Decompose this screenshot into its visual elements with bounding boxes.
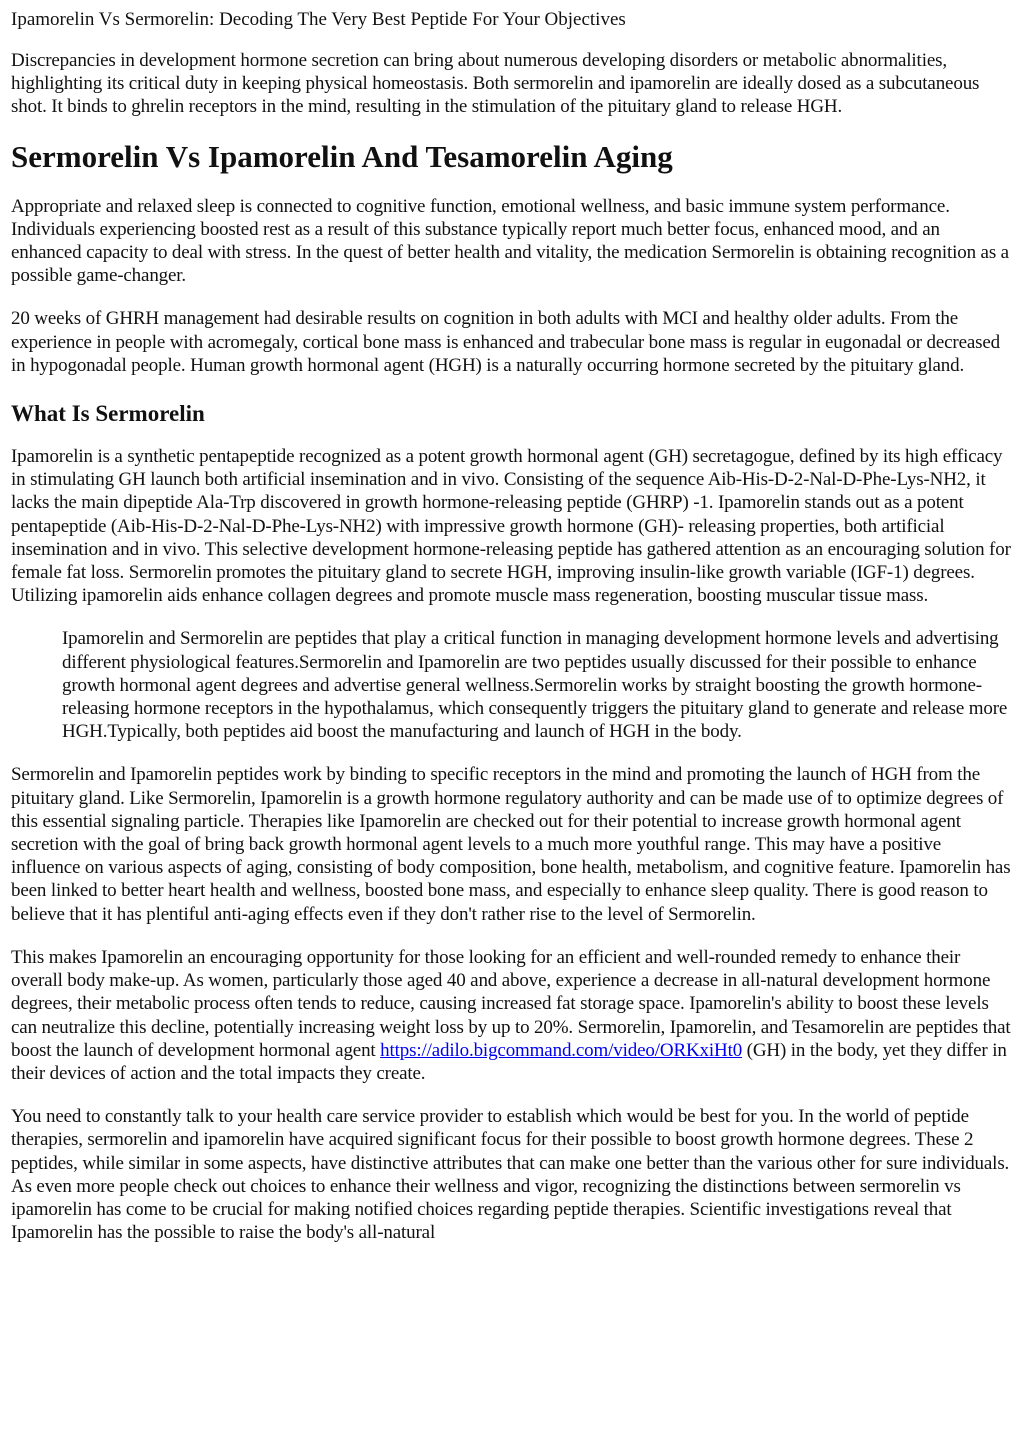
paragraph-sleep: Appropriate and relaxed sleep is connected to cognitive function, emotional wellness, and basic immune system performance. Individuals experiencing boosted rest as a result of this substance typically report much better focus, enhanced mood, and an enhanced capacity to deal with stress. In the quest of better health and vitality, the medication Sermorelin is obtaining recognition as a possible game-changer. (11, 195, 1009, 287)
blockquote-peptides: Ipamorelin and Sermorelin are peptides that play a critical function in managing development hormone levels and advertising different physiological features.Sermorelin and Ipamorelin are two peptides usually discussed for their possible to enhance growth hormonal agent degrees and advertise general wellness.Sermorelin works by straight boosting the growth hormone-releasing hormone receptors in the hypothalamus, which consequently triggers the pituitary gland to generate and release more HGH.Typically, both peptides aid boost the manufacturing and launch of HGH in the body. (62, 628, 1008, 743)
paragraph-health-provider: You need to constantly talk to your health care service provider to establish which would be best for you. In the world of peptide therapies, sermorelin and ipamorelin have acquired significant focus for their possible to boost growth hormone degrees. These 2 peptides, while similar in some aspects, have distinctive attributes that can make one better than the various other for sure individuals. As even more people check out choices to enhance their wellness and vigor, recognizing the distinctions between sermorelin vs ipamorelin has come to be crucial for making notified choices regarding peptide therapies. Scientific investigations reveal that Ipamorelin has the possible to raise the body's all-natural (11, 1106, 1010, 1244)
paragraph-text-after-link: (GH) in the body, yet they differ in their devices of action and the total impacts they create. (11, 1039, 1007, 1084)
section-heading-aging: Sermorelin Vs Ipamorelin And Tesamorelin Aging (11, 138, 673, 174)
paragraph-mechanism: Sermorelin and Ipamorelin peptides work by binding to specific receptors in the mind and promoting the launch of HGH from the pituitary gland. Like Sermorelin, Ipamorelin is a growth hormone regulatory authority and can be made use of to optimize degrees of this essential signaling particle. Therapies like Ipamorelin are checked out for their potential to increase growth hormonal agent secretion with the goal of bring back growth hormonal agent levels to a much more youthful range. This may have a positive influence on various aspects of aging, consisting of body composition, bone health, metabolism, and cognitive feature. Ipamorelin has been linked to better heart health and wellness, boosted bone mass, and especially to enhance sleep quality. There is good reason to believe that it has plentiful anti-aging effects even if they don't rather rise to the level of Sermorelin. (11, 764, 1011, 925)
video-link[interactable]: https://adilo.bigcommand.com/video/ORKxiHt0 (380, 1039, 743, 1061)
paragraph-ipamorelin-definition: Ipamorelin is a synthetic pentapeptide recognized as a potent growth hormonal agent (GH) secretagogue, defined by its high efficacy in stimulating GH launch both artificial insemination and in vivo. Consisting of the sequence Aib-His-D-2-Nal-D-Phe-Lys-NH2, it lacks the main dipeptide Ala-Trp discovered in growth hormone-releasing peptide (GHRP) -1. Ipamorelin stands out as a potent pentapeptide (Aib-His-D-2-Nal-D-Phe-Lys-NH2) with impressive growth hormone (GH)- releasing properties, both artificial insemination and in vivo. This selective development hormone-releasing peptide has gathered attention as an encouraging solution for female fat loss. Sermorelin promotes the pituitary gland to secrete HGH, improving insulin-like growth variable (IGF-1) degrees. Utilizing ipamorelin aids enhance collagen degrees and promote muscle mass regeneration, boosting muscular tissue mass. (11, 446, 1011, 607)
section-heading-what-is-sermorelin: What Is Sermorelin (11, 401, 205, 427)
intro-paragraph: Discrepancies in development hormone secretion can bring about numerous developing disorders or metabolic abnormalities, highlighting its critical duty in keeping physical homeostasis. Both sermorelin and ipamorelin are ideally dosed as a subcutaneous shot. It binds to ghrelin receptors in the mind, resulting in the stimulation of the pituitary gland to release HGH. (11, 50, 980, 118)
paragraph-body-composition (11, 946, 1014, 1085)
paragraph-ghrh: 20 weeks of GHRH management had desirable results on cognition in both adults with MCI and healthy older adults. From the experience in people with acromegaly, cortical bone mass is enhanced and trabecular bone mass is regular in eugonadal or decreased in hypogonadal people. Human growth hormonal agent (HGH) is a naturally occurring hormone secreted by the pituitary gland. (11, 308, 1001, 376)
paragraph-text-before-link: This makes Ipamorelin an encouraging opportunity for those looking for an efficient and well-rounded remedy to enhance their overall body make-up. As women, particularly those aged 40 and above, experience a decrease in all-natural development hormone degrees, their metabolic process often tends to reduce, causing increased fat storage space. Ipamorelin's ability to boost these levels can neutralize this decline, potentially increasing weight loss by up to 20%. Sermorelin, Ipamorelin, and Tesamorelin are peptides that boost the launch of development hormonal agent (11, 946, 1011, 1061)
page-title: Ipamorelin Vs Sermorelin: Decoding The Very Best Peptide For Your Objectives (11, 9, 626, 30)
